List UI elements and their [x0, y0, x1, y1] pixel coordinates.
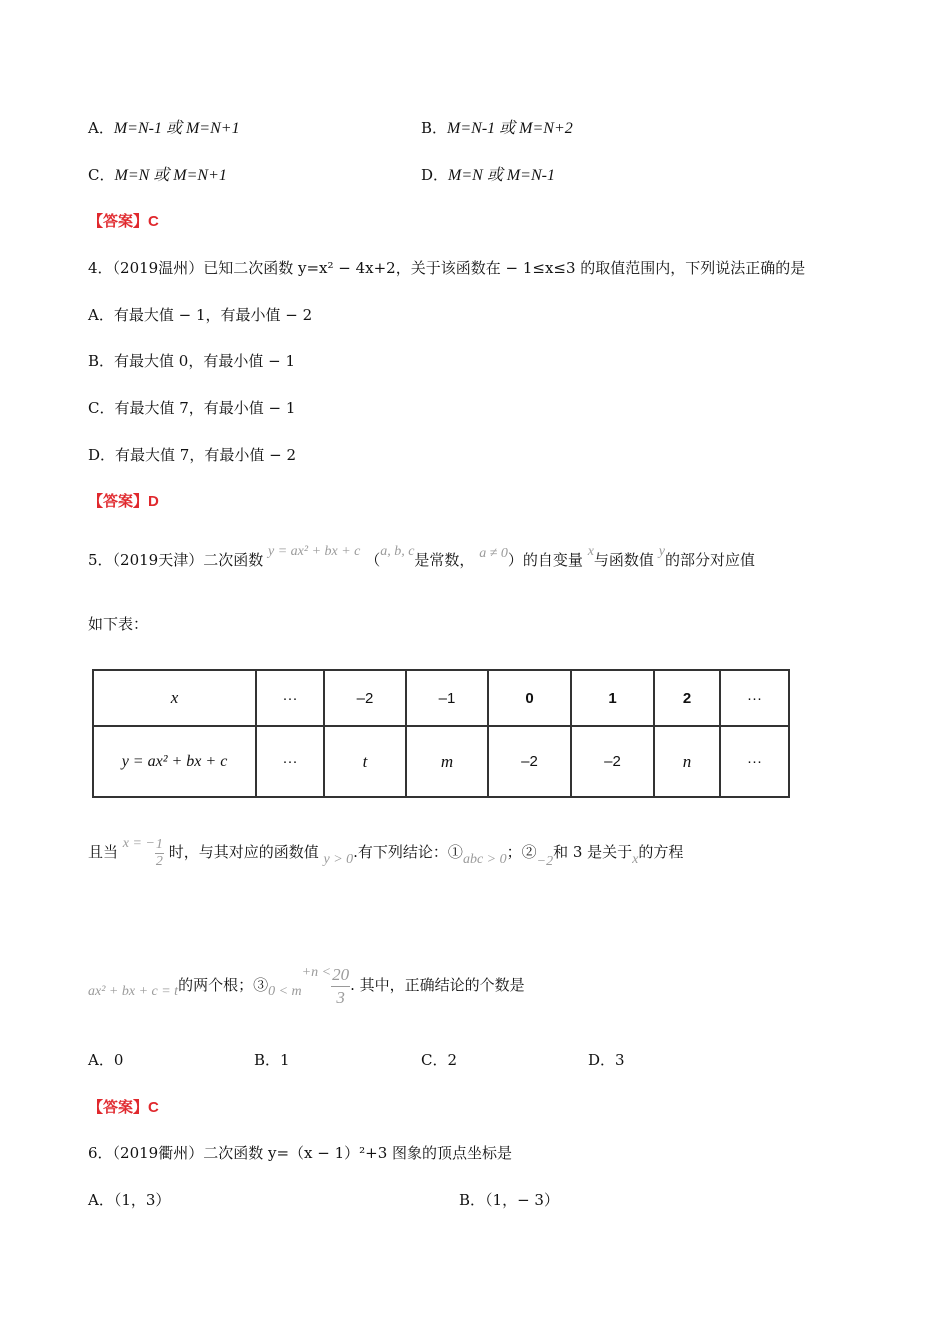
q3-answer: 【答案】C — [88, 212, 159, 230]
table-cell: –2 — [571, 726, 654, 797]
table-cell: ··· — [720, 670, 789, 726]
q3-option-b: B．M=N-1 或 M=N+2 — [421, 119, 573, 137]
table-cell: m — [406, 726, 488, 797]
table-cell: ··· — [720, 726, 789, 797]
fraction-twenty-thirds: $\frac{20}{3}$ — [332, 964, 350, 1007]
table-cell: –1 — [406, 670, 488, 726]
q5-table-intro: 如下表： — [88, 615, 149, 633]
q4-option-b: B．有最大值 0，有最小值 − 1 — [88, 352, 295, 370]
q3-option-c: C．M=N 或 M=N+1 — [88, 166, 227, 184]
q6-stem: 6．（2019衢州）二次函数 y=（x − 1）²+3 图象的顶点坐标是 — [88, 1144, 513, 1162]
value-table — [92, 669, 790, 798]
q4-stem: 4．（2019温州）已知二次函数 y=x² − 4x+2，关于该函数在 − 1≤x≤3 的取值范围内，下列说法正确的是 — [88, 259, 806, 277]
q5-option-b: B．1 — [254, 1051, 290, 1069]
q4-answer: 【答案】D — [88, 492, 159, 510]
q4-option-c: C．有最大值 7，有最小值 − 1 — [88, 399, 296, 417]
table-cell: –2 — [324, 670, 406, 726]
q5-formula: y = ax² + bx + c — [268, 544, 361, 559]
table-cell: n — [654, 726, 720, 797]
q5-stem: 5．（2019天津）二次函数 y = ax² + bx + c （a, b, c是常数， a ≠ 0）的自变量 x与函数值 y的部分对应值 — [88, 544, 755, 569]
q6-option-a: A．（1，3） — [88, 1191, 171, 1209]
table-cell: ··· — [256, 726, 324, 797]
q4-option-a: A．有最大值 − 1，有最小值 − 2 — [88, 306, 313, 324]
table-cell: 0 — [488, 670, 571, 726]
q5-option-c: C．2 — [421, 1051, 458, 1069]
q4-option-d: D．有最大值 7，有最小值 − 2 — [88, 446, 296, 464]
q3-option-d: D．M=N 或 M=N-1 — [421, 166, 555, 184]
table-cell: 2 — [654, 670, 720, 726]
table-cell: ··· — [256, 670, 324, 726]
table-cell: y = ax² + bx + c — [93, 726, 256, 797]
table-row-y — [93, 726, 789, 797]
table-cell: x — [93, 670, 256, 726]
q5-option-a: A．0 — [88, 1051, 124, 1069]
q6-option-b: B．（1，− 3） — [459, 1191, 559, 1209]
q5-equation-line: ax² + bx + c = t的两个根；③0 < m+n < $\frac{20}{3}$ . 其中，正确结论的个数是 — [88, 964, 525, 1007]
q3-option-a: A．M=N-1 或 M=N+1 — [88, 119, 240, 137]
table-cell: 1 — [571, 670, 654, 726]
q5-answer: 【答案】C — [88, 1098, 159, 1116]
table-cell: –2 — [488, 726, 571, 797]
q5-conditions: 且当 x = − $\frac{1}{2}$ 时，与其对应的函数值 y > 0.有下列结论：①abc > 0；②−2和 3 是关于x的方程 — [88, 836, 684, 869]
table-row-x — [93, 670, 789, 726]
table-cell: t — [324, 726, 406, 797]
q5-option-d: D．3 — [588, 1051, 625, 1069]
fraction-half: $\frac{1}{2}$ — [155, 836, 163, 869]
